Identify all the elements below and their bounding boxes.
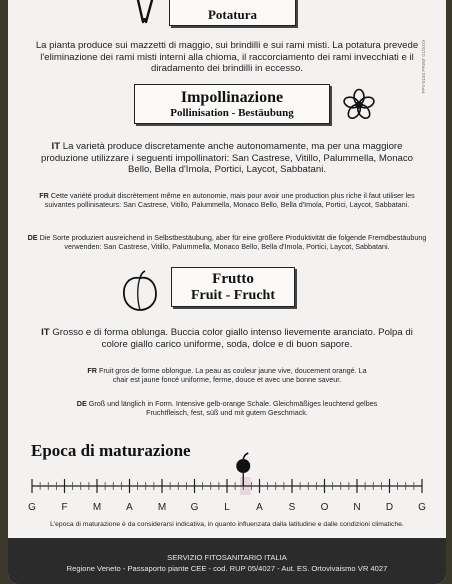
flower-icon: [342, 88, 376, 122]
impollinazione-it-text: La varietà produce discretamente anche autonomamente, ma per una maggiore produzione utilizzare i seguenti impollinatori: San Castrese, Vitillo, Palummella, Monaco Bello, Bella d'Imola, Portici, Laycot, Sabbatani.: [40, 141, 414, 175]
footer-bar: [8, 538, 446, 584]
frutto-it-text: Grosso e di forma oblunga. Buccia color giallo intenso lievemente aranciato. Polpa di colore giallo carico uniforme, soda, dolce e di buon sapore.: [52, 327, 413, 350]
lang-tag-de: DE: [76, 399, 87, 408]
month-label: G: [418, 502, 426, 513]
month-label: S: [288, 502, 296, 513]
impollinazione-de-paragraph: [8, 234, 446, 251]
frutto-fr-paragraph: [8, 367, 446, 384]
frutto-de-text: Groß und länglich in Form. Intensive gelb-orange Schale. Gleichmäßiges leuchtend gelbes Fruchtfleisch, fest, süß und mit gutem Geschmack.: [88, 399, 378, 417]
frutto-subtitle: Fruit - Frucht: [191, 288, 275, 303]
footer-line-2: Regione Veneto - Passaporto piante CEE - cod. RUP 05/4027 - Aut. ES. Ortovivaismo VR 4027: [66, 564, 388, 573]
lang-tag-fr: FR: [39, 191, 49, 200]
impollinazione-de-text: Die Sorte produziert ausreichend in Selbstbestäubung, aber für eine größere Produktivität die folgende Fremdbestäubung verwenden: San Castrese, Vitillo, Palummella, Monaco Bello, Bella d'Imola, Portici, Laycot, Sabbatani.: [39, 233, 427, 251]
month-label: M: [157, 502, 167, 513]
epoca-note: L'epoca di maturazione è da considerarsi indicativa, in quanto influenzata dalla latitudine e dalle condizioni climatiche.: [50, 521, 404, 528]
impollinazione-fr-paragraph: [8, 192, 446, 209]
month-label: A: [126, 502, 133, 513]
impollinazione-title: Impollinazione: [180, 89, 284, 106]
lang-tag-fr: FR: [87, 366, 97, 375]
month-label: G: [190, 502, 199, 513]
month-label: A: [256, 502, 263, 513]
potatura-title-box: [169, 0, 296, 26]
month-label: N: [353, 502, 361, 513]
frutto-it-paragraph: [8, 327, 446, 350]
potatura-text: La pianta produce sui mazzetti di maggio, sui brindilli e sui rami misti. La potatura prevede l'eliminazione dei rami misti interni alla chioma, il raccorciamento dei rami invecchiati e il diradamento dei brindilli in eccesso.: [35, 40, 419, 74]
lang-tag-it: IT: [41, 327, 50, 338]
frutto-title-box: [171, 267, 295, 307]
plant-label-card: [8, 0, 446, 584]
month-label: F: [61, 502, 68, 513]
side-print-code: PPV-0184 PRINT 01/2019: [421, 40, 426, 94]
frutto-title: Frutto: [212, 271, 254, 287]
impollinazione-title-box: [134, 84, 330, 124]
frutto-fr-text: Fruit gros de forme oblongue. La peau as couleur jaune vive, doucement orangé. La chair est jaune foncé uniforme, ferme, douce et avec une bonne saveur.: [98, 366, 367, 384]
impollinazione-it-paragraph: [8, 141, 446, 176]
potatura-title: Potatura: [207, 7, 258, 22]
lang-tag-it: IT: [51, 141, 61, 152]
month-label: O: [320, 502, 329, 513]
frutto-de-paragraph: [8, 400, 446, 417]
epoca-title: Epoca di maturazione: [31, 441, 191, 460]
fruit-icon: [120, 270, 160, 312]
ripening-timeline: [8, 450, 446, 504]
month-label: G: [28, 502, 36, 513]
pruning-shears-icon: [130, 0, 160, 26]
month-label: L: [224, 502, 230, 513]
month-label: D: [385, 502, 394, 513]
lang-tag-de: DE: [27, 233, 38, 242]
impollinazione-subtitle: Pollinisation - Bestäubung: [170, 107, 294, 119]
month-label: M: [92, 502, 102, 513]
footer-line-1: SERVIZIO FITOSANITARIO ITALIA: [167, 553, 287, 562]
impollinazione-fr-text: Cette variété produit discrètement même en autonomie, mais pour avoir une production plus riche il faut utiliser les suivantes pollinisateurs: San Castrese, Vitillo, Palummella, Monaco Bello, Bella d'Imola, Portici, Laycot, Sabbatani.: [44, 191, 415, 209]
